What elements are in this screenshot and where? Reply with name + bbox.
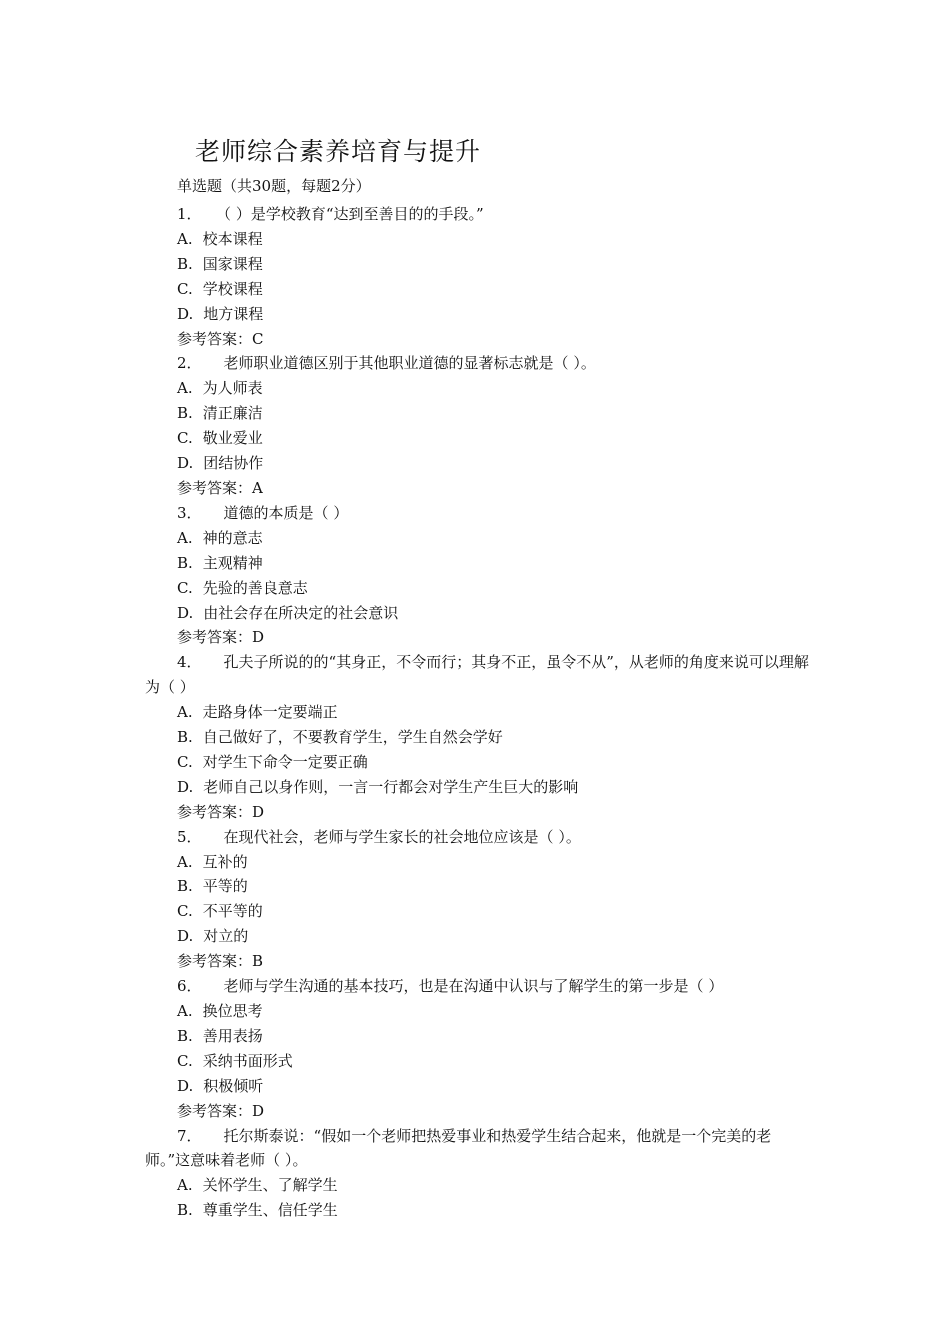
question-text: （ ）是学校教育“达到至善目的的手段。” bbox=[223, 205, 484, 223]
option-text: 老师自己以身作则，一言一行都会对学生产生巨大的影响 bbox=[203, 777, 579, 796]
option-text: 为人师表 bbox=[202, 379, 263, 398]
option-text: 国家课程 bbox=[202, 254, 263, 273]
answer-value: B bbox=[252, 952, 264, 971]
answer-option bbox=[145, 775, 810, 800]
question-stem bbox=[145, 825, 810, 850]
option-text: 互补的 bbox=[202, 852, 248, 871]
answer-option bbox=[145, 700, 810, 725]
question-number: 5． bbox=[177, 827, 202, 846]
question-text: 托尔斯泰说：“假如一个老师把热爱事业和热爱学生结合起来，他就是一个完美的老师。”这意味着老师（ ）。 bbox=[145, 1126, 772, 1170]
option-letter: A. bbox=[177, 703, 193, 722]
option-letter: D. bbox=[177, 1076, 194, 1095]
option-text: 尊重学生、信任学生 bbox=[202, 1201, 338, 1220]
option-letter: A. bbox=[177, 229, 193, 248]
answer-label: 参考答案： bbox=[177, 802, 253, 821]
option-letter: A. bbox=[177, 1176, 193, 1195]
option-letter: B. bbox=[177, 728, 193, 747]
answer-label: 参考答案： bbox=[177, 478, 253, 497]
answer-option bbox=[145, 401, 810, 426]
reference-answer bbox=[145, 327, 810, 352]
answer-label: 参考答案： bbox=[177, 628, 253, 647]
answer-value: D bbox=[252, 802, 265, 821]
answer-label: 参考答案： bbox=[177, 1101, 253, 1120]
answer-option bbox=[145, 725, 810, 750]
answer-option bbox=[145, 1024, 810, 1049]
answer-option bbox=[145, 874, 810, 899]
reference-answer bbox=[145, 800, 810, 825]
question-stem bbox=[145, 1124, 810, 1174]
answer-option bbox=[145, 551, 810, 576]
answer-option bbox=[145, 252, 810, 277]
question-stem bbox=[145, 202, 810, 227]
option-letter: C. bbox=[177, 578, 193, 597]
option-letter: A. bbox=[177, 528, 193, 547]
answer-option bbox=[145, 924, 810, 949]
question-text: 老师与学生沟通的基本技巧，也是在沟通中认识与了解学生的第一步是（ ） bbox=[223, 977, 724, 996]
question-stem bbox=[145, 351, 810, 376]
option-text: 学校课程 bbox=[202, 279, 263, 298]
option-letter: A. bbox=[177, 1002, 193, 1020]
answer-option bbox=[145, 750, 810, 775]
option-text: 自己做好了，不要教育学生，学生自然会学好 bbox=[202, 728, 503, 747]
option-text: 平等的 bbox=[202, 877, 248, 896]
option-text: 不平等的 bbox=[202, 902, 263, 921]
answer-option bbox=[145, 1173, 810, 1198]
option-text: 对学生下命令一定要正确 bbox=[202, 752, 368, 771]
answer-value: C bbox=[252, 329, 264, 348]
option-letter: C. bbox=[177, 752, 193, 771]
option-letter: C. bbox=[177, 902, 193, 921]
question-number: 4． bbox=[177, 653, 202, 672]
answer-label: 参考答案： bbox=[177, 952, 253, 971]
answer-option bbox=[145, 526, 810, 551]
option-letter: B. bbox=[177, 254, 193, 273]
option-letter: C. bbox=[177, 429, 193, 448]
question-text: 孔夫子所说的的“其身正，不令而行；其身不正，虽令不从”，从老师的角度来说可以理解为（ ） bbox=[145, 653, 809, 697]
reference-answer bbox=[145, 476, 810, 501]
section-heading: 单选题（共30题，每题2分） bbox=[177, 177, 371, 195]
option-text: 先验的善良意志 bbox=[202, 578, 308, 597]
reference-answer bbox=[145, 1099, 810, 1124]
question-stem bbox=[145, 974, 810, 999]
option-letter: B. bbox=[177, 553, 193, 572]
option-letter: A. bbox=[177, 852, 193, 871]
answer-option bbox=[145, 1074, 810, 1099]
option-text: 团结协作 bbox=[203, 454, 264, 473]
answer-option bbox=[145, 576, 810, 601]
reference-answer bbox=[145, 625, 810, 650]
option-text: 对立的 bbox=[203, 927, 249, 946]
option-letter: D. bbox=[177, 603, 194, 622]
option-letter: D. bbox=[177, 454, 194, 473]
option-text: 主观精神 bbox=[202, 553, 263, 572]
question-text: 在现代社会，老师与学生家长的社会地位应该是（ ）。 bbox=[223, 827, 581, 846]
option-text: 采纳书面形式 bbox=[202, 1051, 293, 1070]
answer-option bbox=[145, 451, 810, 476]
answer-label: 参考答案： bbox=[177, 329, 253, 348]
question-text: 老师职业道德区别于其他职业道德的显著标志就是（ ）。 bbox=[223, 354, 596, 373]
option-letter: D. bbox=[177, 777, 194, 796]
option-letter: D. bbox=[177, 927, 194, 946]
question-stem bbox=[145, 650, 810, 700]
option-letter: C. bbox=[177, 279, 193, 298]
option-text: 地方课程 bbox=[203, 304, 264, 323]
answer-option bbox=[145, 302, 810, 327]
option-letter: B. bbox=[177, 404, 193, 423]
question-number: 7． bbox=[177, 1126, 202, 1145]
question-list bbox=[145, 202, 810, 1223]
answer-value: A bbox=[252, 478, 263, 497]
question-number: 3． bbox=[177, 503, 202, 522]
question-stem bbox=[145, 501, 810, 526]
answer-option bbox=[145, 227, 810, 252]
option-letter: B. bbox=[177, 1026, 193, 1045]
answer-option bbox=[145, 999, 810, 1024]
reference-answer bbox=[145, 949, 810, 974]
answer-option bbox=[145, 899, 810, 924]
answer-value: D bbox=[252, 1101, 265, 1120]
option-text: 善用表扬 bbox=[202, 1026, 263, 1045]
option-letter: B. bbox=[177, 877, 193, 896]
option-text: 敬业爱业 bbox=[202, 429, 263, 448]
option-text: 由社会存在所决定的社会意识 bbox=[203, 603, 399, 622]
option-text: 换位思考 bbox=[202, 1002, 263, 1020]
answer-option bbox=[145, 601, 810, 626]
option-text: 清正廉洁 bbox=[202, 404, 263, 423]
option-letter: D. bbox=[177, 304, 194, 323]
question-number: 1． bbox=[177, 205, 202, 223]
answer-option bbox=[145, 1049, 810, 1074]
document-title: 老师综合素养培育与提升 bbox=[195, 137, 482, 166]
option-text: 校本课程 bbox=[202, 229, 263, 248]
option-letter: B. bbox=[177, 1201, 193, 1220]
answer-option bbox=[145, 426, 810, 451]
answer-option bbox=[145, 1198, 810, 1223]
option-letter: A. bbox=[177, 379, 193, 398]
option-text: 关怀学生、了解学生 bbox=[202, 1176, 338, 1195]
answer-value: D bbox=[252, 628, 265, 647]
question-text: 道德的本质是（ ） bbox=[223, 503, 349, 522]
answer-option bbox=[145, 376, 810, 401]
option-text: 神的意志 bbox=[202, 528, 263, 547]
answer-option bbox=[145, 277, 810, 302]
option-text: 走路身体一定要端正 bbox=[202, 703, 338, 722]
answer-option bbox=[145, 850, 810, 875]
option-letter: C. bbox=[177, 1051, 193, 1070]
option-text: 积极倾听 bbox=[203, 1076, 264, 1095]
question-number: 6． bbox=[177, 977, 202, 996]
question-number: 2． bbox=[177, 354, 202, 373]
